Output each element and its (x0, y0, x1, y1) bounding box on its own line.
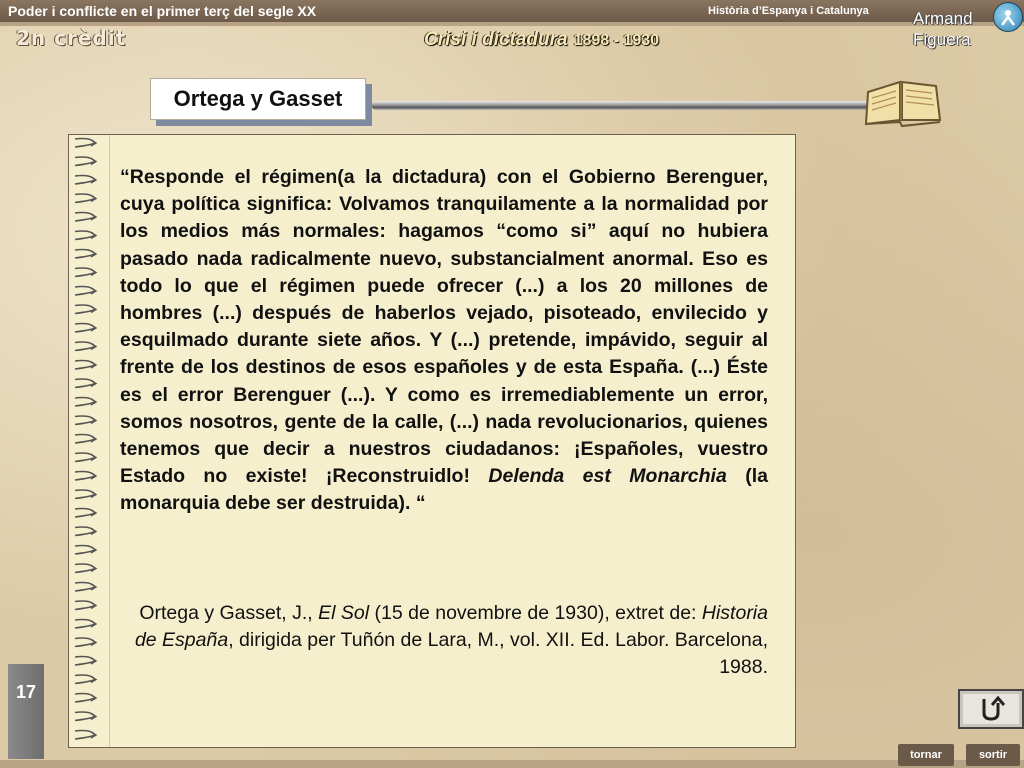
back-button[interactable]: tornar (898, 744, 954, 766)
page-number: 17 (15, 682, 37, 702)
quote-ending: (la monarquia debe ser destruida). “ (120, 465, 768, 515)
top-bar (0, 0, 1024, 22)
unit-dates: 1898 - 1930 (573, 32, 660, 49)
spiral-binding (69, 135, 110, 747)
quote-text (120, 164, 768, 518)
quote-latin-phrase: Delenda est Monarchia (488, 465, 727, 488)
credit-label: 2n crèdit (16, 26, 127, 50)
return-button[interactable] (958, 689, 1024, 729)
course-title: Poder i conflicte en el primer terç del segle XX (8, 3, 317, 19)
open-book-icon (862, 74, 942, 133)
citation-date: (15 de novembre de 1930), extret de: (369, 602, 702, 624)
unit-title (424, 29, 659, 51)
return-arrow-icon (976, 695, 1006, 723)
citation-publisher: , dirigida per Tuñón de Lara, M., vol. XII. Ed. Labor. Barcelona, 1988. (228, 629, 768, 679)
slide-title: Ortega y Gasset (173, 86, 343, 111)
page-number-tab (8, 664, 44, 759)
citation (120, 600, 768, 682)
header-stripe (0, 22, 1024, 26)
exit-button[interactable]: sortir (966, 744, 1020, 766)
slide-title-box (150, 78, 366, 120)
subject-title: Història d’Espanya i Catalunya (708, 5, 869, 17)
author-first-name: Armand (913, 9, 973, 28)
title-rod-decoration (372, 101, 872, 110)
author-name (913, 8, 973, 50)
citation-source: El Sol (318, 602, 370, 624)
school-logo-icon[interactable] (993, 2, 1023, 32)
footer-stripe (0, 760, 1024, 768)
unit-name: Crisi i dictadura (424, 29, 568, 50)
quote-body: “Responde el régimen(a la dictadura) con el Gobierno Berenguer, cuya política significa: Volvamos tranquilamente a la normalidad por los medios más normales: hagamos “como si” aquí no hubiera pasado nada radicalmente nuevo, substancialment anormal. Eso es todo lo que el régimen puede ofrecer (...) a los 20 millones de hombres (...) después de haberlos vejado, pisoteado, envilecido y esquilmado durante siete años. Y (...) pretende, impávido, seguir al frente de los destinos de esos españoles y de esta España. (...) Éste es el error Berenguer (...). Y como es irremediablemente un error, somos nosotros, gente de la calle, (...) nada revolucionarios, quienes tenemos que decir a nuestros ciudadanos: ¡Españoles, vuestro Estado no existe! ¡Reconstruidlo! (120, 166, 768, 488)
citation-book: Historia de España (134, 602, 768, 652)
citation-author: Ortega y Gasset, J., (139, 602, 319, 624)
author-last-name: Figuera (913, 30, 971, 49)
